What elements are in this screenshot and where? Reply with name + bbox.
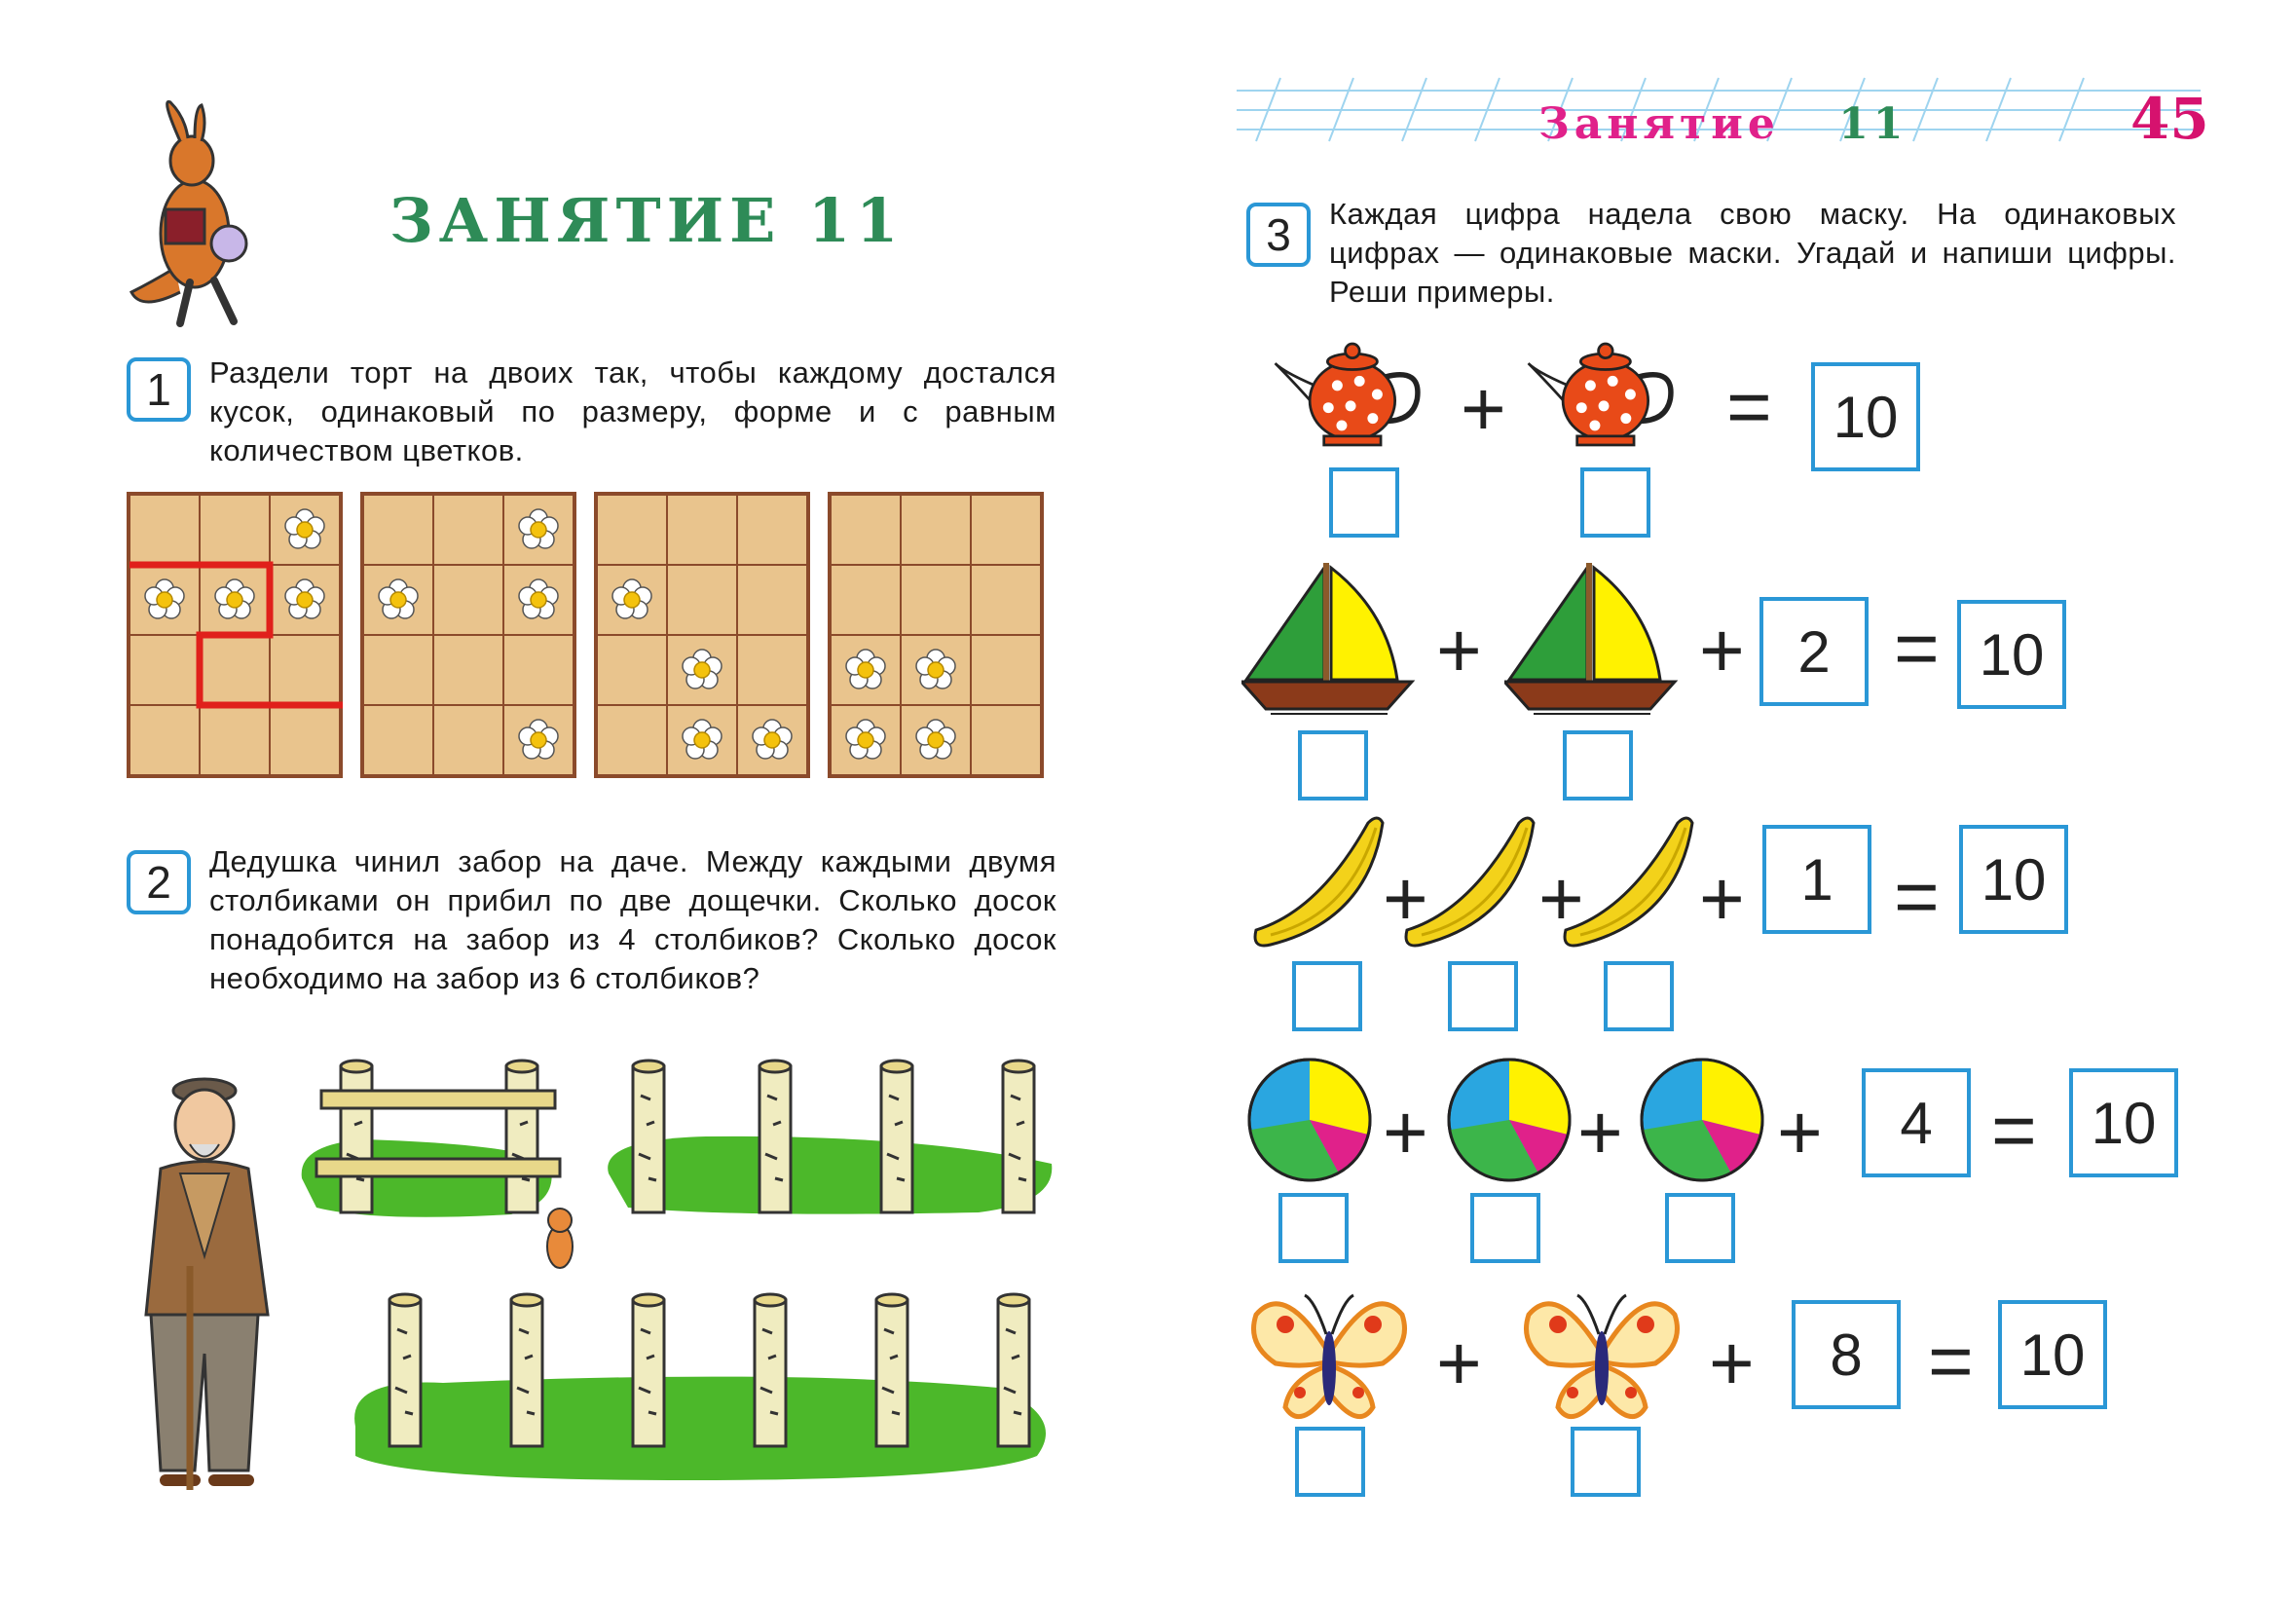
header-lesson-number: 11	[1838, 99, 1908, 149]
addend-box: 4	[1862, 1068, 1971, 1177]
result-box: 10	[1959, 825, 2068, 934]
cat-icon	[547, 1209, 573, 1268]
flower-icon	[374, 576, 423, 624]
plus-sign: +	[1699, 855, 1745, 942]
ball-icon	[1446, 1057, 1574, 1185]
header-lesson-title	[1538, 99, 1907, 149]
equation-row	[1241, 563, 2079, 797]
answer-box[interactable]	[1604, 961, 1674, 1031]
equals-sign: =	[1928, 1318, 1974, 1404]
flower-icon	[678, 716, 726, 764]
task2-text: Дедушка чинил забор на даче. Между каждыми двумя столбиками он прибил по две дощечки. Сколько досок понадобится на забор из 4 столбиков? Сколько досок необходимо на забор из 6 столбиков?	[209, 844, 1056, 995]
cake-grid[interactable]	[594, 492, 810, 778]
equals-sign: =	[1894, 853, 1940, 940]
answer-box[interactable]	[1563, 730, 1633, 800]
ball-icon	[1246, 1057, 1375, 1185]
page-number: 45	[2130, 86, 2209, 152]
equation-row	[1251, 813, 2089, 1037]
teapot-icon	[1524, 331, 1675, 458]
plus-sign: +	[1461, 365, 1506, 452]
addend-box: 8	[1792, 1300, 1901, 1409]
flower-icon	[514, 716, 563, 764]
cake-grid[interactable]	[828, 492, 1044, 778]
answer-box[interactable]	[1580, 467, 1650, 538]
result-box: 10	[2069, 1068, 2178, 1177]
equals-sign: =	[1894, 605, 1940, 691]
banana-icon	[1402, 813, 1538, 949]
answer-box[interactable]	[1278, 1193, 1349, 1263]
answer-box[interactable]	[1298, 730, 1368, 800]
equals-sign: =	[1726, 363, 1772, 450]
flower-icon	[514, 576, 563, 624]
answer-box[interactable]	[1292, 961, 1362, 1031]
plus-sign: +	[1436, 607, 1482, 693]
flower-icon	[841, 716, 890, 764]
plus-sign: +	[1383, 1089, 1428, 1175]
banana-icon	[1251, 813, 1388, 949]
plus-sign: +	[1436, 1320, 1482, 1406]
task1-text: Раздели торт на двоих так, чтобы каждому достался кусок, одинаковый по размеру, форме и с равным количеством цветков.	[209, 355, 1056, 467]
plus-sign: +	[1709, 1320, 1755, 1406]
cake-grids	[127, 492, 1044, 778]
cake-grid[interactable]	[360, 492, 576, 778]
answer-box[interactable]	[1448, 961, 1518, 1031]
plus-sign: +	[1577, 1089, 1623, 1175]
answer-box[interactable]	[1329, 467, 1399, 538]
addend-box: 2	[1759, 597, 1869, 706]
flower-icon	[678, 646, 726, 694]
teapot-icon	[1271, 331, 1422, 458]
banana-icon	[1561, 813, 1697, 949]
equals-sign: =	[1991, 1087, 2037, 1173]
plus-sign: +	[1699, 607, 1745, 693]
task3-text: Каждая цифра надела свою маску. На одинаковых цифрах — одинаковые маски. Угадай и напиши цифры. Реши примеры.	[1329, 197, 2176, 309]
sailboat-icon	[1504, 563, 1680, 719]
butterfly-icon	[1519, 1285, 1689, 1422]
result-box: 10	[1957, 600, 2066, 709]
addend-box: 1	[1762, 825, 1871, 934]
flower-icon	[911, 716, 960, 764]
grandfather-illustration	[112, 1061, 297, 1490]
flower-icon	[841, 646, 890, 694]
task-number-box: 2	[127, 850, 191, 914]
flower-icon	[608, 576, 656, 624]
sailboat-icon	[1241, 563, 1417, 719]
butterfly-icon	[1246, 1285, 1417, 1422]
result-box: 10	[1811, 362, 1920, 471]
answer-box[interactable]	[1295, 1427, 1365, 1497]
plus-sign: +	[1383, 855, 1428, 942]
equation-row	[1261, 331, 1943, 545]
equation-row	[1246, 1057, 2181, 1266]
plus-sign: +	[1538, 855, 1584, 942]
equation-row	[1246, 1285, 2123, 1500]
result-box: 10	[1998, 1300, 2107, 1409]
flower-icon	[748, 716, 796, 764]
flower-icon	[911, 646, 960, 694]
answer-box[interactable]	[1665, 1193, 1735, 1263]
cut-line	[127, 492, 343, 778]
fence-illustration	[297, 1047, 1056, 1495]
plus-sign: +	[1777, 1089, 1823, 1175]
answer-box[interactable]	[1571, 1427, 1641, 1497]
header-lesson-label: Занятие	[1538, 99, 1780, 149]
flower-icon	[514, 505, 563, 554]
cake-grid-example	[127, 492, 343, 778]
kangaroo-illustration	[122, 97, 258, 331]
ball-icon	[1639, 1057, 1767, 1185]
task-number-box: 1	[127, 357, 191, 422]
lesson-title: ЗАНЯТИЕ 11	[389, 185, 905, 256]
task-number-box: 3	[1246, 203, 1311, 267]
answer-box[interactable]	[1470, 1193, 1540, 1263]
